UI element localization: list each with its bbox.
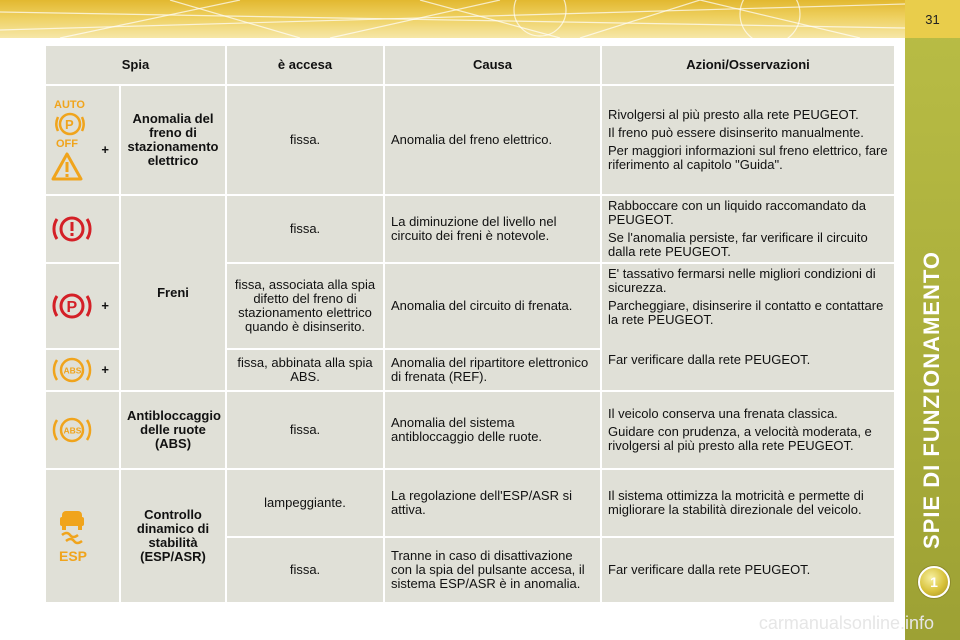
- state-cell: fissa.: [227, 538, 383, 602]
- action-text: Rivolgersi al più presto alla rete PEUGEOT.: [608, 107, 859, 122]
- header-accesa: è accesa: [227, 46, 383, 84]
- decorative-lines: [0, 0, 905, 38]
- state-cell: fissa, abbinata alla spia ABS.: [227, 350, 383, 390]
- cause-cell: La regolazione dell'ESP/ASR si attiva.: [385, 470, 600, 536]
- cause-cell: Anomalia del sistema antibloccaggio delle ruote.: [385, 392, 600, 468]
- table-header-row: [46, 46, 894, 84]
- cause-cell: Tranne in caso di disattivazione con la spia del pulsante accesa, il sistema ESP/ASR è in anomalia.: [385, 538, 600, 602]
- action-text: E' tassativo fermarsi nelle migliori condizioni di sicurezza.: [608, 266, 876, 295]
- state-cell: lampeggiante.: [227, 470, 383, 536]
- action-text: Il freno può essere disinserito manualmente.: [608, 125, 864, 140]
- abs-icon: [50, 414, 94, 446]
- state-cell: fissa, associata alla spia difetto del freno di stazionamento elettrico quando è disinserito.: [227, 264, 383, 348]
- svg-text:ABS: ABS: [63, 365, 82, 376]
- parking-brake-auto-off-icon: [50, 97, 98, 149]
- row3-icons: [46, 264, 119, 348]
- warning-triangle-icon: [50, 151, 84, 183]
- action-text: Far verificare dalla rete PEUGEOT.: [608, 562, 811, 577]
- action-text: Se l'anomalia persiste, far verificare il circuito dalla rete PEUGEOT.: [608, 230, 868, 259]
- state-cell: fissa.: [227, 392, 383, 468]
- plus-sign: +: [101, 362, 109, 377]
- table-row: [46, 392, 894, 468]
- table-row: [46, 196, 894, 262]
- actions-cell: [602, 264, 894, 390]
- row6-icons: [46, 470, 119, 602]
- header-spia: Spia: [46, 46, 225, 84]
- plus-sign: +: [101, 142, 109, 157]
- page-number: 31: [905, 0, 960, 38]
- abs-icon: [50, 354, 94, 386]
- warning-lights-table: [44, 44, 896, 604]
- svg-text:P: P: [66, 299, 78, 316]
- cause-cell: Anomalia del ripartitore elettronico di frenata (REF).: [385, 350, 600, 390]
- row1-icons: [46, 86, 119, 194]
- header-causa: Causa: [385, 46, 600, 84]
- svg-text:P: P: [65, 117, 74, 132]
- action-text: Guidare con prudenza, a velocità moderata, e rivolgersi al più presto alla rete PEUGEOT.: [608, 424, 872, 453]
- chapter-badge: 1: [918, 566, 950, 598]
- esp-icon: [50, 505, 94, 567]
- svg-text:OFF: OFF: [56, 138, 78, 149]
- actions-cell: [602, 470, 894, 536]
- plus-sign: +: [101, 298, 109, 313]
- cause-cell: Anomalia del circuito di frenata.: [385, 264, 600, 348]
- svg-text:ABS: ABS: [63, 425, 82, 436]
- header-azioni: Azioni/Osservazioni: [602, 46, 894, 84]
- row2-icons: [46, 196, 119, 262]
- svg-text:ESP: ESP: [59, 548, 88, 564]
- action-text: Rabboccare con un liquido raccomandato da PEUGEOT.: [608, 198, 867, 227]
- actions-cell: [602, 196, 894, 262]
- brake-warning-icon: [50, 212, 94, 246]
- actions-cell: [602, 538, 894, 602]
- svg-text:AUTO: AUTO: [54, 99, 85, 111]
- state-cell: fissa.: [227, 86, 383, 194]
- actions-cell: [602, 392, 894, 468]
- action-text: Per maggiori informazioni sul freno elettrico, fare riferimento al capitolo "Guida".: [608, 143, 888, 172]
- table-row: [46, 470, 894, 536]
- cause-cell: La diminuzione del livello nel circuito dei freni è notevole.: [385, 196, 600, 262]
- parking-brake-icon: [50, 289, 94, 323]
- action-text: Parcheggiare, disinserire il contatto e contattare la rete PEUGEOT.: [608, 298, 884, 327]
- spia-name-parking: Anomalia del freno di stazionamento elettrico: [121, 86, 225, 194]
- table-row: [46, 86, 894, 194]
- actions-cell: [602, 86, 894, 194]
- decorative-top-band: [0, 0, 905, 38]
- state-cell: fissa.: [227, 196, 383, 262]
- row4-icons: [46, 350, 119, 390]
- action-text: Far verificare dalla rete PEUGEOT.: [608, 352, 811, 367]
- row5-icons: [46, 392, 119, 468]
- section-title: SPIE DI FUNZIONAMENTO: [919, 250, 944, 550]
- spia-name-esp: Controllo dinamico di stabilità (ESP/ASR): [121, 470, 225, 602]
- action-text: Il veicolo conserva una frenata classica.: [608, 406, 838, 421]
- spia-name-abs: Antibloccaggio delle ruote (ABS): [121, 392, 225, 468]
- cause-cell: Anomalia del freno elettrico.: [385, 86, 600, 194]
- spia-name-freni: Freni: [121, 196, 225, 390]
- watermark: carmanualsonline.info: [758, 613, 934, 633]
- action-text: Il sistema ottimizza la motricità e permette di migliorare la stabilità direzionale del veicolo.: [608, 488, 864, 517]
